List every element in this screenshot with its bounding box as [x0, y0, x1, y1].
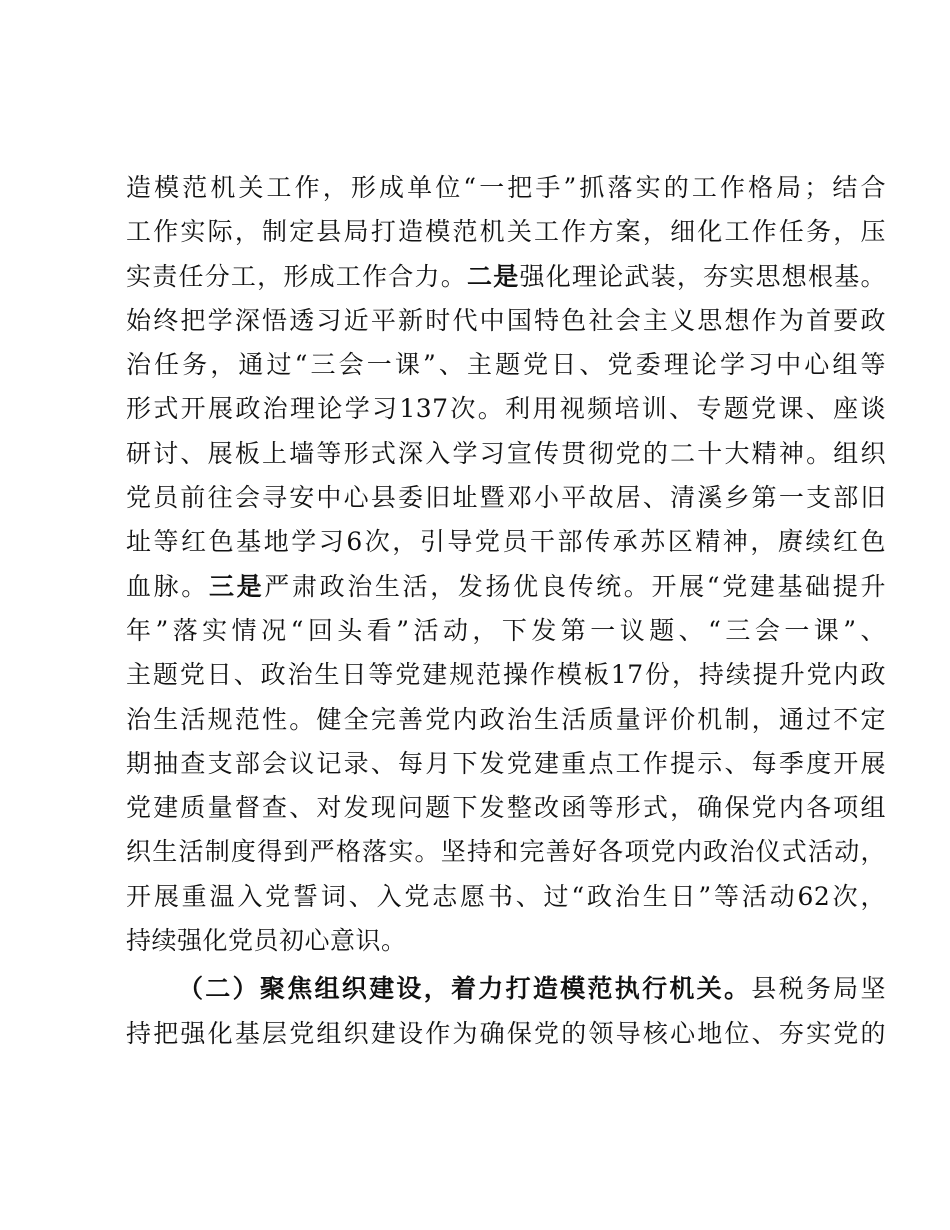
text-span: 年”落实情况“回头看”活动，下发第一议题、“三会一课”、: [126, 615, 886, 645]
text-span: 始终把学深悟透习近平新时代中国特色社会主义思想作为首要政: [126, 305, 886, 335]
text-span: 研讨、展板上墙等形式深入学习宣传贯彻党的二十大精神。组织: [126, 438, 886, 468]
text-span: 实责任分工，形成工作合力。: [126, 261, 467, 291]
text-span: 工作实际，制定县局打造模范机关工作方案，细化工作任务，压: [126, 217, 886, 247]
text-line: [126, 210, 886, 254]
text-line: [126, 653, 886, 697]
text-line: [126, 565, 886, 609]
text-span: 党员前往会寻安中心县委旧址暨邓小平故居、清溪乡第一支部旧: [126, 483, 886, 513]
text-span: 期抽查支部会议记录、每月下发党建重点工作提示、每季度开展: [126, 748, 886, 778]
text-span: 主题党日、政治生日等党建规范操作模板17份，持续提升党内政: [126, 660, 886, 690]
bold-marker: 二是: [467, 261, 520, 291]
text-line: [126, 609, 886, 653]
text-line: [126, 476, 886, 520]
text-span: 织生活制度得到严格落实。坚持和完善好各项党内政治仪式活动，: [126, 837, 886, 867]
text-line: [126, 1012, 886, 1056]
text-span: 强化理论武装，夯实思想根基。: [519, 261, 886, 291]
text-span: 址等红色基地学习6次，引导党员干部传承苏区精神，赓续红色: [126, 527, 886, 557]
bold-marker: 三是: [208, 571, 265, 601]
text-line: [126, 742, 886, 786]
text-line: [126, 830, 886, 874]
text-span: 开展重温入党誓词、入党志愿书、过“政治生日”等活动62次，: [126, 881, 886, 911]
section-heading-line: [126, 967, 886, 1011]
text-line: [126, 387, 886, 431]
text-span: 党建质量督查、对发现问题下发整改函等形式，确保党内各项组: [126, 793, 886, 823]
text-line: [126, 875, 886, 919]
text-span: 形式开展政治理论学习137次。利用视频培训、专题党课、座谈: [126, 394, 886, 424]
text-span: 持把强化基层党组织建设作为确保党的领导核心地位、夯实党的: [126, 1018, 886, 1048]
text-line: [126, 919, 886, 963]
text-span: 治生活规范性。健全完善党内政治生活质量评价机制，通过不定: [126, 704, 886, 734]
text-line: [126, 698, 886, 742]
text-span: 血脉。: [126, 571, 209, 601]
section-heading: （二）聚焦组织建设，着力打造模范执行机关。: [178, 974, 752, 1004]
text-line: [126, 786, 886, 830]
text-line: [126, 166, 886, 210]
body-text: [126, 166, 886, 1056]
text-line: [126, 520, 886, 564]
text-line: [126, 432, 886, 476]
text-span: 治任务，通过“三会一课”、主题党日、党委理论学习中心组等: [126, 350, 886, 380]
text-line: [126, 343, 886, 387]
text-span: 持续强化党员初心意识。: [126, 926, 407, 956]
text-line: [126, 299, 886, 343]
text-span: 县税务局坚: [751, 974, 886, 1004]
text-span: 造模范机关工作，形成单位“一把手”抓落实的工作格局；结合: [126, 173, 886, 202]
text-line: [126, 255, 886, 299]
text-span: 严肃政治生活，发扬优良传统。开展“党建基础提升: [264, 571, 886, 601]
